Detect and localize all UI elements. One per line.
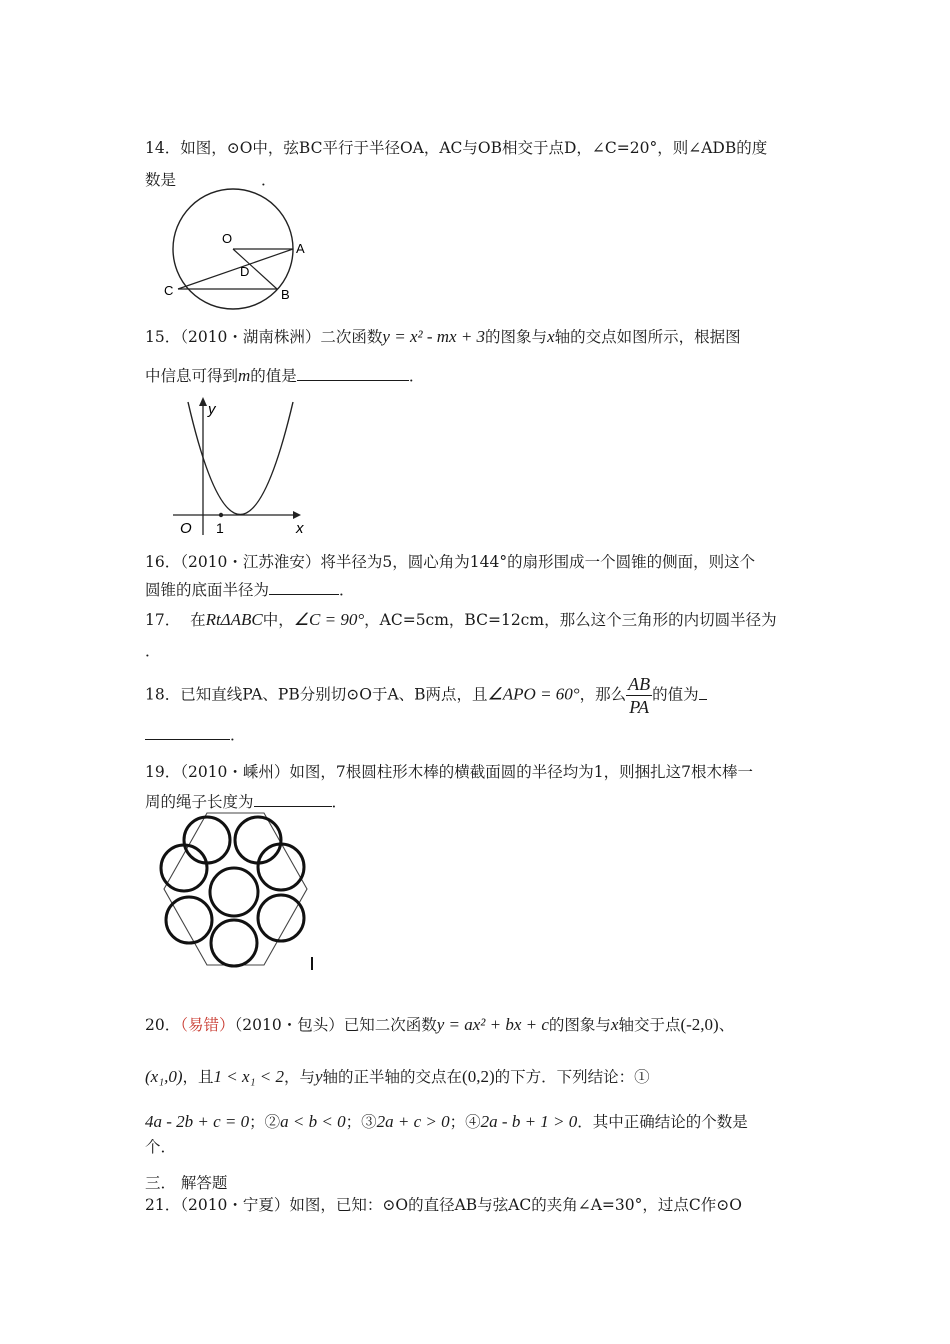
q15-text-b: 的图象与 [485, 328, 548, 346]
q20-line2 [145, 1066, 650, 1088]
circle-top-right [235, 817, 281, 863]
q16-line2-a: 圆锥的底面半径为 [145, 581, 270, 599]
q19-line2-a: 周的绳子长度为 [145, 793, 254, 811]
q15-line2-c: ． [408, 367, 425, 385]
q15-line1 [145, 326, 741, 348]
q18-line1 [145, 673, 707, 718]
label-o: O [222, 231, 233, 246]
parabola-curve [188, 402, 293, 515]
q15-parabola-figure [165, 390, 325, 540]
q20-conclusion-1: 4a - 2b + c = 0 [145, 1112, 250, 1131]
q14-line2-end: ． [261, 171, 277, 189]
x-axis-arrow [293, 511, 301, 519]
label-d: D [240, 264, 250, 279]
q18-frac-den: PA [629, 697, 649, 717]
q20-x: x [610, 1015, 619, 1034]
q15-formula: y = x² - mx + 3 [382, 327, 486, 346]
q19-circles-figure [152, 810, 322, 975]
q19-line1: 19．（2010・嵊州）如图，7根圆柱形木棒的横截面圆的半径均为1，则捆扎这7根木棒一 [145, 763, 754, 781]
q16-line2 [145, 578, 355, 601]
q20-sep-4: ．其中正确结论的个数是 [577, 1113, 748, 1131]
q17-angle: ∠C = 90° [293, 610, 365, 629]
circle-left [161, 845, 207, 891]
q14-line2-prefix: 数是 [145, 171, 177, 189]
q17-line1 [145, 609, 777, 631]
q18-line2 [145, 723, 246, 746]
q15-m: m [238, 366, 251, 385]
q20-text-c: 轴交于点 [618, 1016, 681, 1034]
q17-triangle: RtΔABC [205, 610, 263, 629]
q20-line4: 个． [145, 1138, 177, 1156]
q14-circle-figure [160, 188, 320, 313]
q18-text-b: ，那么 [579, 685, 627, 704]
q20-sep-2: ；③ [345, 1113, 377, 1131]
q20-tag: （易错） [180, 1016, 235, 1034]
label-y: y [208, 401, 216, 418]
q20-text-h: 的下方．下列结论：① [494, 1068, 650, 1086]
q15-answer-blank [297, 364, 409, 381]
q17-text-c: ，AC=5cm，BC=12cm，那么这个三角形的内切圆半径为 [364, 611, 777, 629]
circle-center [210, 868, 258, 916]
q20-text-d: 、 [718, 1016, 735, 1034]
section-heading: 三． 解答题 [145, 1174, 228, 1192]
q20-text-a: （2010・包头）已知二次函数 [234, 1016, 437, 1034]
q15-line2-b: 的值是 [250, 367, 297, 385]
q15-x: x [547, 327, 555, 346]
q20-point2: (x₁,0) [145, 1067, 183, 1086]
q16-answer-blank [269, 578, 339, 595]
intersection-point [219, 513, 223, 517]
q20-formula: y = ax² + bx + c [436, 1015, 549, 1034]
q18-answer-blank-start [699, 683, 707, 700]
label-b: B [281, 287, 290, 302]
q14-line1: 14．如图，⊙O中，弦BC平行于半径OA，AC与OB相交于点D，∠C=20°，则∠ADB的度 [145, 139, 768, 157]
q16-line1: 16．（2010・江苏淮安）将半径为5，圆心角为144°的扇形围成一个圆锥的侧面，则这个 [145, 553, 756, 571]
q20-point1: (-2,0) [680, 1015, 719, 1034]
q18-text-a: 18．已知直线PA、PB分别切⊙O于A、B两点，且 [145, 685, 488, 704]
q19-line2-b: ． [331, 793, 348, 811]
q20-text-f: ，与 [283, 1068, 315, 1086]
q18-fraction [626, 673, 652, 718]
label-one: 1 [216, 520, 224, 536]
q20-sep-1: ；② [249, 1113, 281, 1131]
q17-line2: ． [145, 642, 161, 660]
q18-angle: ∠APO = 60° [487, 684, 580, 704]
circle-top-left [184, 817, 230, 863]
segment-ac [178, 249, 293, 289]
label-x: x [296, 520, 304, 537]
label-a: A [296, 241, 305, 256]
label-origin: O [180, 520, 192, 537]
q21-line1: 21．（2010・宁夏）如图，已知：⊙O的直径AB与弦AC的夹角∠A=30°，过点C作⊙O [145, 1196, 742, 1214]
q20-text-b: 的图象与 [548, 1016, 611, 1034]
q18-line2-end: ． [230, 726, 246, 744]
q20-conclusion-3: 2a + c > 0 [376, 1112, 450, 1131]
q20-inequality: 1 < x₁ < 2 [213, 1067, 284, 1086]
q20-conclusion-4: 2a - b + 1 > 0 [480, 1112, 578, 1131]
q15-line2-a: 中信息可得到 [145, 367, 239, 385]
q18-answer-blank [145, 723, 230, 740]
q15-text-a: 15．（2010・湖南株洲）二次函数 [145, 328, 383, 346]
q16-line2-b: ． [339, 581, 355, 599]
q20-line3 [145, 1111, 748, 1133]
q20-y: y [314, 1067, 323, 1086]
q20-sep-3: ；④ [449, 1113, 481, 1131]
q17-text-b: 中， [262, 611, 294, 629]
q20-text-e: ，且 [182, 1068, 214, 1086]
q18-text-c: 的值为 [652, 685, 699, 704]
q20-conclusion-2: a < b < 0 [280, 1112, 346, 1131]
q18-frac-num: AB [628, 674, 651, 694]
y-axis-arrow [199, 397, 207, 406]
q15-text-c: 轴的交点如图所示，根据图 [554, 328, 741, 346]
circle-bottom [211, 920, 257, 966]
label-c: C [164, 283, 174, 298]
q20-point3: (0,2) [462, 1067, 495, 1086]
q20-number: 20． [145, 1016, 181, 1034]
q17-text-a: 17． 在 [145, 611, 206, 629]
q20-text-g: 轴的正半轴的交点在 [322, 1068, 463, 1086]
q15-line2 [145, 364, 424, 387]
circle-right [258, 844, 304, 890]
q19-answer-blank [254, 790, 332, 807]
q20-line1 [145, 1014, 734, 1036]
circle-bottom-left [166, 897, 212, 943]
